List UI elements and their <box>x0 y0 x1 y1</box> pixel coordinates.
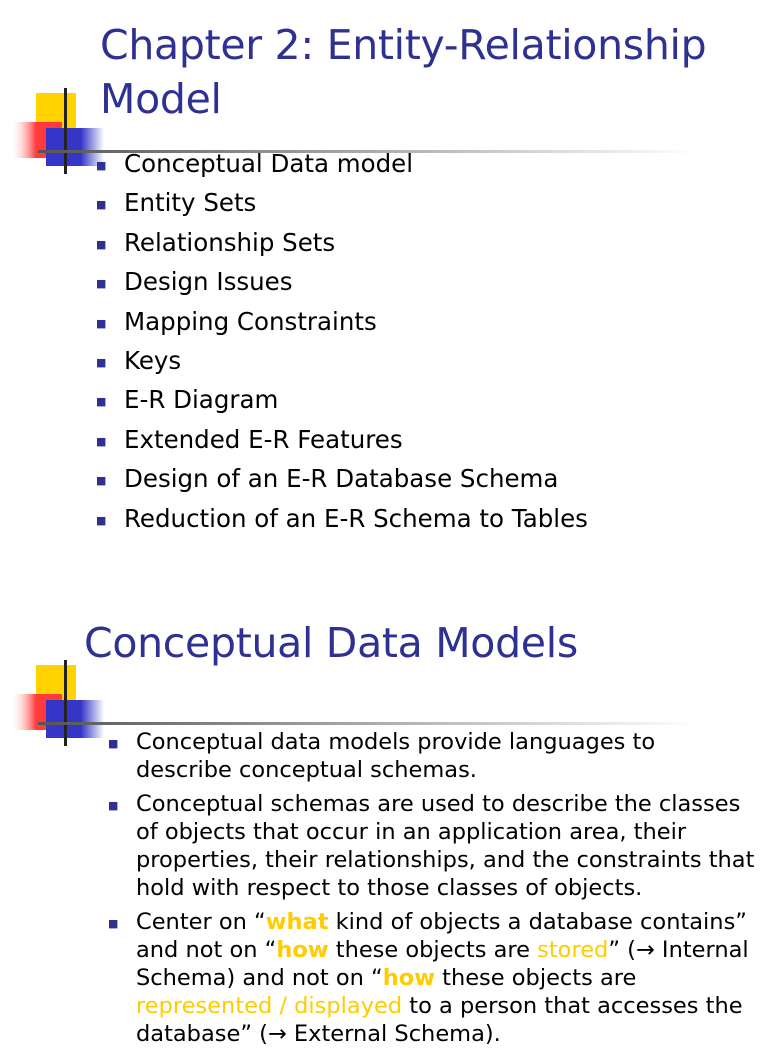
highlight-how: how <box>276 937 329 963</box>
page-title: Chapter 2: Entity-Relationship Model <box>100 21 707 123</box>
list-item: ■ Design of an E-R Database Schema <box>96 459 756 498</box>
highlight-how: how <box>382 965 435 991</box>
square-bullet-icon: ■ <box>96 474 107 488</box>
square-bullet-icon: ■ <box>96 395 107 409</box>
list-item <box>108 908 758 1048</box>
list-item: ■ Conceptual schemas are used to describe the classes of objects that occur in an application area, their properties, their relationships, and the constraints that hold with respect to those classes of objects. <box>108 791 755 901</box>
highlight-represented: represented / displayed <box>136 993 403 1019</box>
square-bullet-icon: ■ <box>96 434 107 448</box>
list-item: ■ Reduction of an E-R Schema to Tables <box>96 499 756 538</box>
list-item: ■ Conceptual data models provide languages to describe conceptual schemas. <box>108 729 656 783</box>
square-bullet-icon: ■ <box>96 159 107 172</box>
square-bullet-icon: ■ <box>96 513 107 527</box>
square-bullet-icon: ■ <box>96 198 107 212</box>
square-bullet-icon: ■ <box>108 917 119 930</box>
highlight-stored: stored <box>537 937 609 963</box>
bullet-text: Center on “what kind of objects a database contains” and not on “how these objects are stored” (→ Internal Schema) and not on “how these objects are represented / displayed to a person that accesses the database” (→ External Schema). <box>136 909 749 1047</box>
list-item: ■ Extended E-R Features <box>96 420 756 459</box>
square-bullet-icon: ■ <box>96 237 107 251</box>
list-item: ■ Conceptual Data model <box>96 144 756 183</box>
square-bullet-icon: ■ <box>96 316 107 330</box>
square-bullet-icon: ■ <box>96 277 107 291</box>
slide-2 <box>0 596 768 1047</box>
section-title: Conceptual Data Models <box>84 619 578 667</box>
list-item: ■ Entity Sets <box>96 183 756 222</box>
square-bullet-icon: ■ <box>108 799 119 812</box>
list-item: ■ Keys <box>96 341 756 380</box>
paragraph-list <box>108 728 758 1054</box>
square-bullet-icon: ■ <box>96 355 107 369</box>
highlight-what: what <box>265 909 329 935</box>
list-item: ■ Design Issues <box>96 262 756 301</box>
list-item: ■ Relationship Sets <box>96 223 756 262</box>
topic-list <box>96 144 756 538</box>
list-item: ■ Mapping Constraints <box>96 302 756 341</box>
list-item: ■ E-R Diagram <box>96 380 756 419</box>
square-bullet-icon: ■ <box>108 737 119 750</box>
